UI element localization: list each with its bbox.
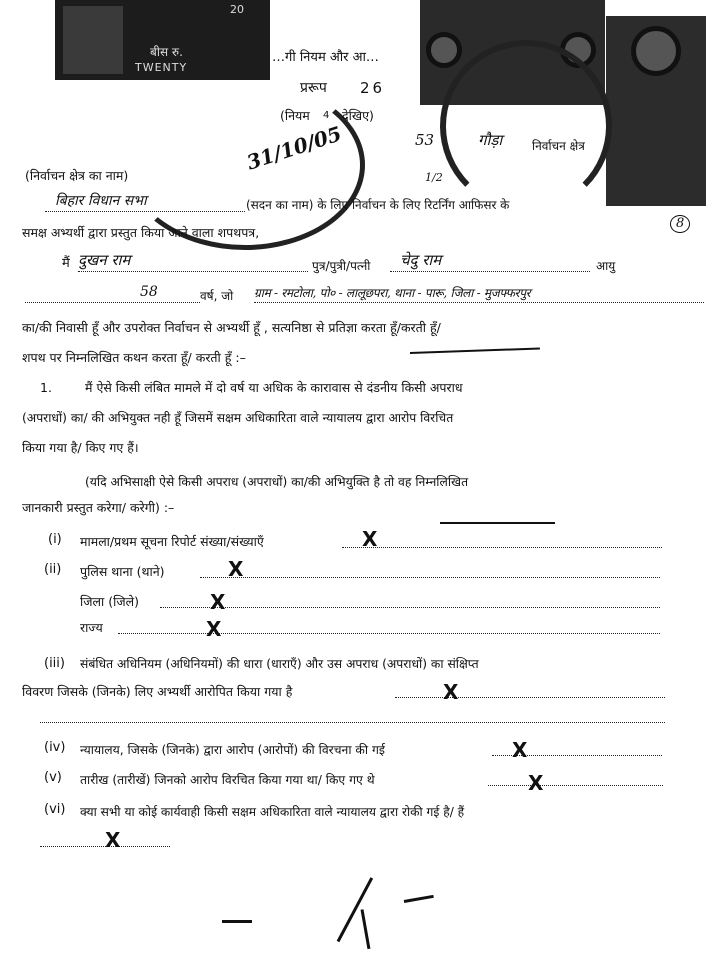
nil-mark: X bbox=[362, 527, 378, 551]
para1-number: 1. bbox=[40, 380, 52, 395]
rule-ref-suffix: देखिए) bbox=[342, 108, 374, 123]
dotted-line bbox=[342, 547, 662, 548]
signature-stroke bbox=[361, 909, 371, 949]
stamp-far-right bbox=[606, 16, 706, 206]
item4-text: न्यायालय, जिसके (जिनके) द्वारा आरोप (आरोपों) की विरचना की गई bbox=[80, 743, 385, 757]
residence-line: का/की निवासी हूँ और उपरोक्त निर्वाचन से अभ्यर्थी हूँ , सत्यनिष्ठा से प्रतिज्ञा करता हूँ/करती हूँ/ bbox=[22, 320, 441, 335]
item-text: पुलिस थाना (थाने) bbox=[80, 564, 165, 579]
relation-label: पुत्र/पुत्री/पत्नी bbox=[312, 259, 371, 273]
constituency-number: 53 bbox=[415, 131, 435, 149]
item-label: (i) bbox=[48, 532, 62, 547]
dotted-line bbox=[395, 697, 665, 698]
oath-line: शपथ पर निम्नलिखित कथन करता हूँ/ करती हूँ :– bbox=[22, 350, 246, 365]
item-label: (iv) bbox=[44, 740, 66, 755]
dotted-line bbox=[200, 577, 660, 578]
stamp-value-hindi: बीस रु. bbox=[150, 45, 183, 59]
item-text: जिला (जिले) bbox=[80, 594, 139, 609]
dotted-line bbox=[40, 722, 665, 723]
signature-stroke bbox=[222, 920, 252, 923]
item3-line1: संबंधित अधिनियम (अधिनियमों) की धारा (धाराएँ) और उस अपराध (अपराधों) का संक्षिप्त bbox=[80, 657, 479, 671]
stamp-paper-left bbox=[55, 0, 270, 80]
stamp-value-english: TWENTY bbox=[135, 61, 188, 74]
postmark-ring bbox=[440, 40, 612, 212]
constituency-name: गौड़ा bbox=[478, 131, 503, 149]
stamp-emblem bbox=[63, 6, 123, 74]
dotted-line bbox=[488, 785, 663, 786]
item-label: (ii) bbox=[44, 562, 62, 577]
dotted-line bbox=[45, 211, 245, 212]
intro-line-1: (सदन का नाम) के लिए निर्वाचन के लिए रिटर्निंग आफिसर के bbox=[246, 198, 510, 212]
item5-text: तारीख (तारीखें) जिनको आरोप विरचित किया गया था/ किए गए थे bbox=[80, 773, 375, 787]
nil-mark: X bbox=[443, 680, 459, 704]
seal-icon bbox=[631, 26, 681, 76]
nil-mark: X bbox=[528, 771, 544, 795]
dotted-line bbox=[390, 271, 590, 272]
deponent-address: ग्राम - रमटोला, पो० - लालूछपरा, थाना - पारू, जिला - मुजफ्फरपुर bbox=[254, 286, 531, 300]
pen-stroke bbox=[410, 347, 540, 354]
item6-text: क्या सभी या कोई कार्यवाही किसी सक्षम अधिकारिता वाले न्यायालय द्वारा रोकी गई है/ हैं bbox=[80, 805, 465, 819]
constituency-caption: (निर्वाचन क्षेत्र का नाम) bbox=[25, 168, 129, 183]
fraction-mark: 1/2 bbox=[425, 171, 443, 184]
deponent-age: 58 bbox=[140, 284, 158, 300]
para2-line1: (यदि अभिसाक्षी ऐसे किसी अपराध (अपराधों) का/की अभियुक्ति है तो वह निम्नलिखित bbox=[85, 475, 469, 489]
postmark-date: 31/10/05 bbox=[243, 121, 345, 175]
para2-line2: जानकारी प्रस्तुत करेगा/ करेगी) :– bbox=[22, 500, 175, 515]
item-label: (iii) bbox=[44, 656, 65, 671]
dotted-line bbox=[118, 633, 660, 634]
house-name: बिहार विधान सभा bbox=[55, 193, 147, 209]
age-label: आयु bbox=[596, 259, 616, 273]
constituency-label: निर्वाचन क्षेत्र bbox=[532, 139, 585, 153]
dotted-line bbox=[78, 271, 308, 272]
form-label: प्ररूप bbox=[300, 80, 327, 96]
stamp-year: 20 bbox=[230, 3, 244, 16]
dotted-line bbox=[160, 607, 660, 608]
para1-line3: किया गया है/ किए गए हैं। bbox=[22, 440, 139, 455]
seal-icon bbox=[426, 32, 462, 68]
item3-line2: विवरण जिसके (जिनके) लिए अभ्यर्थी आरोपित किया गया है bbox=[22, 684, 293, 699]
years-label: वर्ष, जो bbox=[200, 289, 234, 303]
nil-mark: X bbox=[206, 617, 222, 641]
para1-line1: मैं ऐसे किसी लंबित मामले में दो वर्ष या अधिक के कारावास से दंडनीय किसी अपराध bbox=[85, 380, 463, 395]
item-label: (v) bbox=[44, 770, 62, 785]
para1-line2: (अपराधों) का/ की अभियुक्त नही हूँ जिसमें सक्षम अधिकारिता वाले न्यायालय द्वारा आरोप विरचित bbox=[22, 411, 454, 425]
father-name: चेदु राम bbox=[400, 251, 442, 269]
form-number: 26 bbox=[360, 79, 386, 97]
nil-mark: X bbox=[512, 738, 528, 762]
deponent-name: दुखन राम bbox=[78, 251, 131, 269]
dotted-line bbox=[254, 302, 704, 303]
item-label: (vi) bbox=[44, 802, 66, 817]
nil-mark: X bbox=[210, 590, 226, 614]
dotted-line bbox=[25, 302, 200, 303]
signature-stroke bbox=[404, 895, 434, 903]
i-label: मैं bbox=[62, 256, 70, 271]
header-line: …गी नियम और आ… bbox=[272, 50, 379, 65]
pen-stroke bbox=[440, 522, 555, 524]
item-text: मामला/प्रथम सूचना रिपोर्ट संख्या/संख्याएँ bbox=[80, 534, 264, 549]
nil-mark: X bbox=[228, 557, 244, 581]
page-mark: 8 bbox=[670, 215, 690, 233]
rule-ref-number: 4 bbox=[323, 110, 330, 121]
rule-ref-prefix: (नियम bbox=[280, 108, 310, 123]
nil-mark: X bbox=[105, 828, 121, 852]
item-text: राज्य bbox=[80, 620, 103, 635]
intro-line-2: समक्ष अभ्यर्थी द्वारा प्रस्तुत किया जाने वाला शपथपत्र, bbox=[22, 225, 260, 240]
